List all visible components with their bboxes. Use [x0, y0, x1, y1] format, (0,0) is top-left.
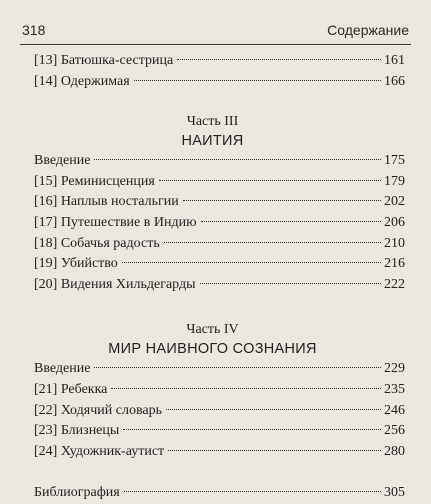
dot-leader — [164, 242, 381, 243]
dot-leader — [168, 450, 381, 451]
toc-entry — [34, 51, 405, 72]
toc-entry-bibliography — [34, 483, 405, 504]
part-label: Часть IV — [186, 322, 239, 338]
toc-entry-page: 210 — [384, 235, 405, 251]
toc-entry — [34, 213, 405, 234]
toc-entry-title: [23] Близнецы — [34, 423, 120, 439]
dot-leader — [134, 80, 381, 81]
toc-entry — [34, 151, 405, 172]
toc-entry-page: 206 — [384, 214, 405, 230]
toc-entry — [34, 380, 405, 401]
toc-entry-page: 305 — [384, 485, 405, 501]
toc-entry-page: 256 — [384, 423, 405, 439]
toc-entry — [34, 234, 405, 255]
toc-entry-page: 216 — [384, 256, 405, 272]
dot-leader — [94, 159, 381, 160]
toc-entry-title: [20] Видения Хильдегарды — [34, 276, 196, 292]
toc-entry — [34, 72, 405, 93]
dot-leader — [166, 409, 381, 410]
part-title: МИР НАИВНОГО СОЗНАНИЯ — [108, 341, 317, 358]
header-rule — [20, 44, 411, 45]
toc-entry-title: Введение — [34, 361, 91, 377]
toc-entry — [34, 172, 405, 193]
toc-entry-title: [21] Ребекка — [34, 381, 108, 397]
toc-entry-title: [19] Убийство — [34, 256, 118, 272]
toc-entry-title: [18] Собачья радость — [34, 235, 160, 251]
toc-entry-page: 229 — [384, 361, 405, 377]
dot-leader — [122, 262, 381, 263]
toc-entry-page: 202 — [384, 194, 405, 210]
dot-leader — [177, 59, 381, 60]
dot-leader — [201, 221, 381, 222]
toc-entry-page: 235 — [384, 381, 405, 397]
toc-entry — [34, 275, 405, 296]
dot-leader — [94, 367, 381, 368]
toc-entry-page: 179 — [384, 173, 405, 189]
page-number: 318 — [22, 22, 46, 38]
toc-entry-page: 161 — [384, 53, 405, 68]
toc-entry-title: Введение — [34, 153, 91, 169]
toc-entry — [34, 421, 405, 442]
dot-leader — [183, 200, 381, 201]
toc-entry-title: Библиография — [34, 485, 120, 501]
toc-entry-page: 175 — [384, 153, 405, 169]
toc-entry — [34, 442, 405, 463]
part-title: НАИТИЯ — [181, 133, 244, 150]
toc-entry — [34, 401, 405, 422]
toc-entry-title: [13] Батюшка-сестрица — [34, 53, 174, 68]
dot-leader — [123, 429, 381, 430]
part-label: Часть III — [186, 114, 239, 130]
table-of-contents — [34, 51, 405, 504]
toc-entry-page: 280 — [384, 443, 405, 459]
toc-entry-page: 222 — [384, 276, 405, 292]
toc-entry-page: 246 — [384, 402, 405, 418]
toc-entry-page: 166 — [384, 73, 405, 89]
toc-entry-title: [22] Ходячий словарь — [34, 402, 162, 418]
dot-leader — [111, 388, 381, 389]
running-header — [22, 16, 409, 38]
toc-entry — [34, 254, 405, 275]
running-section-title: Содержание — [327, 22, 409, 38]
dot-leader — [200, 283, 381, 284]
dot-leader — [124, 491, 381, 492]
toc-entry — [34, 359, 405, 380]
toc-entry-title: [15] Реминисценция — [34, 173, 155, 189]
toc-entry-title: [14] Одержимая — [34, 73, 130, 89]
toc-entry-title: [16] Наплыв ностальгии — [34, 194, 179, 210]
dot-leader — [159, 180, 381, 181]
toc-entry-title: [24] Художник-аутист — [34, 443, 165, 459]
toc-entry — [34, 192, 405, 213]
toc-entry-title: [17] Путешествие в Индию — [34, 214, 197, 230]
